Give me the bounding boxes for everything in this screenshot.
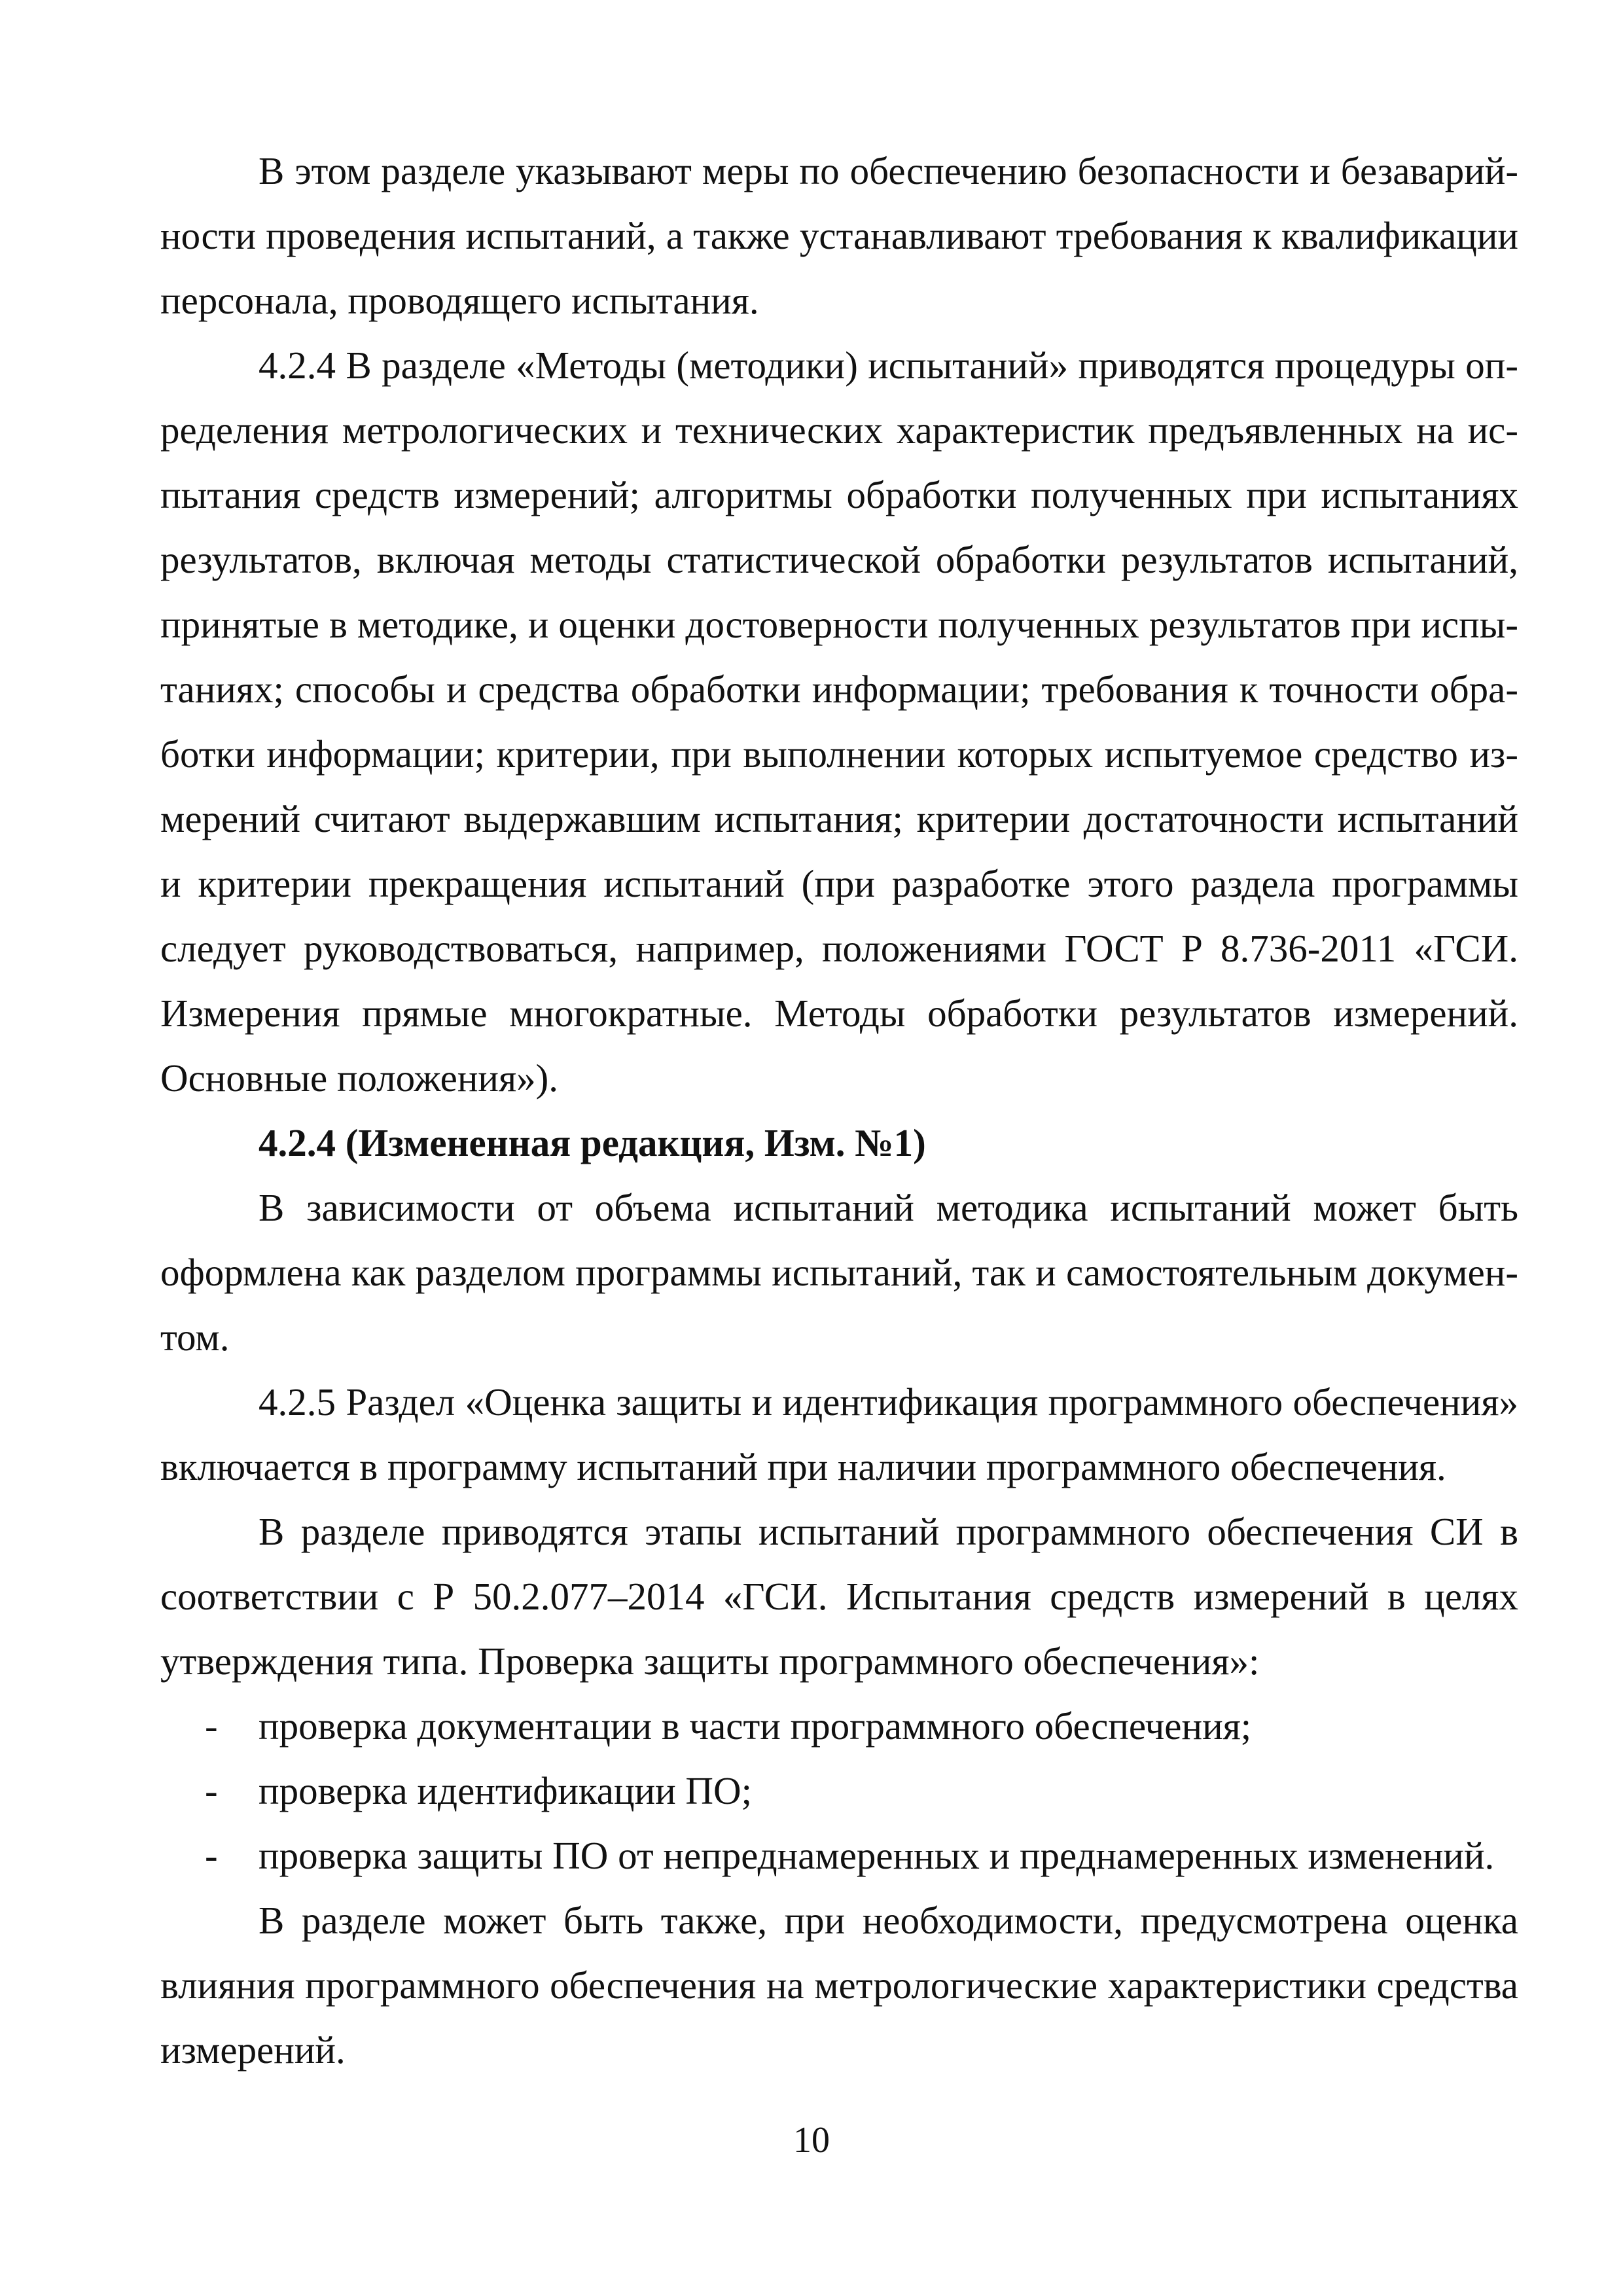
heading-4-2-4-amended: 4.2.4 (Измененная редакция, Изм. №1) [259,1121,926,1164]
list-dash: - [205,1704,218,1748]
list-dash: - [205,1834,218,1877]
list-dash: - [205,1769,218,1812]
list-item [160,1823,1518,1888]
document-page [160,139,1518,2083]
list-item-text: проверка идентификации ПО; [259,1769,753,1812]
paragraph-methodology-scope: В зависимости от объема испытаний методика испытаний может быть оформлена как разделом программы испытаний, так и самостоятельным документом. [160,1186,1518,1359]
list-item-text: проверка документации в части программного обеспечения; [259,1704,1252,1748]
paragraph-software-test-stages: В разделе приводятся этапы испытаний программного обеспечения СИ в соответствии с Р 50.2.077–2014 «ГСИ. Испытания средств измерений в целях утверждения типа. Проверка защиты программного обеспечения»: [160,1510,1518,1683]
paragraph-software-influence: В разделе может быть также, при необходимости, предусмотрена оценка влияния программного обеспечения на метрологические характеристики средства измерений. [160,1899,1518,2072]
list-item [160,1759,1518,1823]
paragraph-safety-measures: В этом разделе указывают меры по обеспечению безопасности и безаварийности проведения испытаний, а также устанавливают требования к квалификации персонала, проводящего испытания. [160,149,1518,322]
page-number: 10 [793,2120,830,2161]
list-item [160,1694,1518,1759]
paragraph-4-2-5-software-section: 4.2.5 Раздел «Оценка защиты и идентификация программного обеспечения» включается в программу испытаний при наличии программного обеспечения. [160,1380,1518,1488]
paragraph-4-2-4-test-methods: 4.2.4 В разделе «Методы (методики) испытаний» приводятся процедуры определения метрологических и технических характеристик предъявленных на испытания средств измерений; алгоритмы обработки полученных при испытаниях результатов, включая методы статистической обработки результатов испытаний, принятые в методике, и оценки достоверности полученных результатов при испытаниях; способы и средства обработки информации; требования к точности обработки информации; критерии, при выполнении которых испытуемое средство измерений считают выдержавшим испытания; критерии достаточности испытаний и критерии прекращения испытаний (при разработке этого раздела программы следует руководствоваться, например, положениями ГОСТ Р 8.736-2011 «ГСИ. Измерения прямые многократные. Методы обработки результатов измерений. Основные положения»). [160,344,1518,1100]
software-check-list [160,1694,1518,1888]
list-item-text: проверка защиты ПО от непреднамеренных и преднамеренных изменений. [259,1834,1495,1877]
